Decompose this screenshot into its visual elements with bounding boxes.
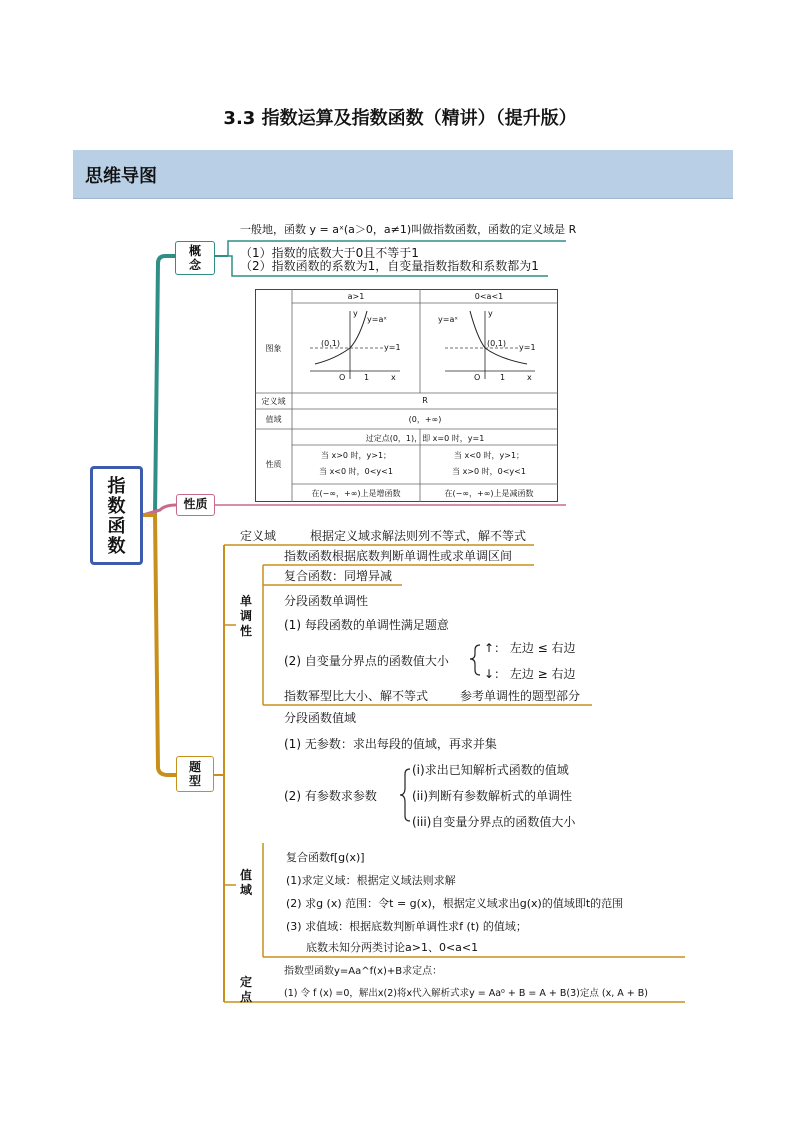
range-piecewise-title: 分段函数值域 [284, 711, 357, 725]
table-domain-value: R [422, 396, 428, 405]
graph1-origin: O [339, 373, 346, 382]
question-types-node[interactable] [176, 756, 214, 792]
composite-step-2: (2) 求g (x) 范围：令t = g(x)，根据定义域求出g(x)的值域即t的范围 [286, 897, 624, 910]
graph2-tick: 1 [500, 373, 506, 382]
range-sub-3: (iii)自变量分界点的函数值大小 [412, 815, 576, 829]
graph2-curve-label: y=aˣ [438, 315, 458, 324]
mono-piecewise-title: 分段函数单调性 [284, 594, 369, 608]
question-types-char: 型 [188, 774, 201, 788]
monotonicity-label [240, 594, 252, 639]
mono-item-2: 复合函数：同增异减 [284, 569, 393, 583]
fixed-point-char: 定 [240, 975, 253, 989]
range-char: 值 [240, 868, 253, 882]
property-table [255, 289, 558, 502]
table-right-prop-2: 当 x>0 时，0<y<1 [452, 467, 526, 476]
table-row-props-label: 性质 [265, 460, 282, 469]
graph2-origin: O [474, 373, 481, 382]
graph1-curve-label: y=aˣ [367, 315, 387, 324]
section-banner-label: 思维导图 [85, 166, 157, 187]
fixed-point-label [240, 975, 252, 1005]
composite-title: 复合函数f[g(x)] [286, 851, 365, 864]
table-row-graph-label: 图象 [265, 344, 282, 353]
monotonicity-char: 单 [240, 594, 253, 608]
mono-down-rule: ↓： 左边 ≥ 右边 [484, 667, 576, 681]
graph1-x-axis: x [391, 373, 396, 382]
mono-piecewise-2: (2) 自变量分界点的函数值大小 [284, 654, 449, 668]
question-types-char: 题 [188, 760, 201, 774]
range-sub-2: (ii)判断有参数解析式的单调性 [412, 789, 573, 803]
monotonicity-char: 性 [240, 624, 253, 638]
graph2-x-axis: x [527, 373, 532, 382]
composite-step-4: 底数未知分两类讨论a>1、0<a<1 [306, 941, 479, 954]
root-char: 数 [107, 496, 126, 517]
mono-item-4a: 指数幂型比大小、解不等式 [284, 689, 429, 703]
graph1-y-axis: y [353, 309, 358, 318]
graph2-y-axis: y [488, 309, 493, 318]
range-label [240, 868, 252, 898]
fixed-point-text-1: 指数型函数y=Aa^f(x)+B求定点： [284, 966, 443, 977]
concept-node-char: 概 [188, 244, 201, 258]
concept-point-2: （2）指数函数的系数为1，自变量指数指数和系数都为1 [240, 259, 539, 273]
mono-piecewise-1: (1) 每段函数的单调性满足题意 [284, 618, 449, 632]
table-header-a-lt-1: 0<a<1 [474, 292, 504, 301]
root-char: 数 [107, 536, 126, 557]
table-left-monotonic: 在(−∞，+∞)上是增函数 [311, 489, 401, 498]
graph1-point-label: (0,1) [321, 339, 340, 348]
table-left-prop-2: 当 x<0 时，0<y<1 [319, 467, 393, 476]
table-header-a-gt-1: a>1 [347, 292, 365, 301]
graph2-line-label: y=1 [519, 343, 536, 352]
fixed-point-char: 点 [240, 990, 253, 1004]
root-label [93, 477, 140, 557]
root-char: 函 [107, 516, 126, 537]
monotonicity-char: 调 [240, 609, 253, 623]
fixed-point-text-2: (1) 令 f (x) =0，解出x(2)将x代入解析式求y = Aa⁰ + B = A + B(3)定点 (x, A + B) [284, 988, 648, 999]
table-left-prop-1: 当 x>0 时，y>1； [320, 451, 392, 460]
range-piecewise-1: (1) 无参数：求出每段的值域，再求并集 [284, 737, 497, 751]
concept-definition: 一般地，函数 y = aˣ(a＞0，a≠1)叫做指数函数，函数的定义域是 R [240, 223, 577, 236]
mono-item-1: 指数函数根据底数判断单调性或求单调区间 [284, 549, 513, 563]
concept-point-1: （1）指数的底数大于0且不等于1 [240, 246, 419, 260]
concept-node[interactable] [175, 241, 215, 275]
mono-up-rule: ↑： 左边 ≤ 右边 [484, 641, 576, 655]
property-node[interactable]: 性质 [176, 494, 215, 516]
range-piecewise-2: (2) 有参数求参数 [284, 789, 377, 803]
table-row-range-label: 值域 [265, 415, 282, 424]
range-sub-1: (i)求出已知解析式函数的值域 [412, 763, 569, 777]
composite-step-1: (1)求定义域：根据定义域法则求解 [286, 874, 456, 887]
composite-step-3: (3) 求值域：根据底数判断单调性求f (t) 的值域； [286, 920, 527, 933]
graph1-tick: 1 [364, 373, 370, 382]
domain-label: 定义域 [240, 529, 277, 543]
table-right-monotonic: 在(−∞，+∞)上是减函数 [444, 489, 534, 498]
root-node[interactable] [90, 466, 143, 565]
table-row-domain-label: 定义域 [261, 397, 286, 406]
table-right-prop-1: 当 x<0 时，y>1； [453, 451, 525, 460]
range-char: 域 [240, 883, 253, 897]
graph1-line-label: y=1 [384, 343, 401, 352]
graph2-point-label: (0,1) [487, 339, 506, 348]
mono-item-4b: 参考单调性的题型部分 [460, 689, 581, 703]
document-title: 3.3 指数运算及指数函数（精讲）（提升版） [223, 108, 577, 129]
domain-text: 根据定义域求解法则列不等式，解不等式 [310, 529, 527, 543]
concept-node-char: 念 [188, 258, 201, 272]
root-char: 指 [107, 476, 126, 497]
table-fixed-point: 过定点(0，1)，即 x=0 时，y=1 [365, 434, 485, 443]
table-range-value: (0，+∞) [408, 415, 442, 424]
